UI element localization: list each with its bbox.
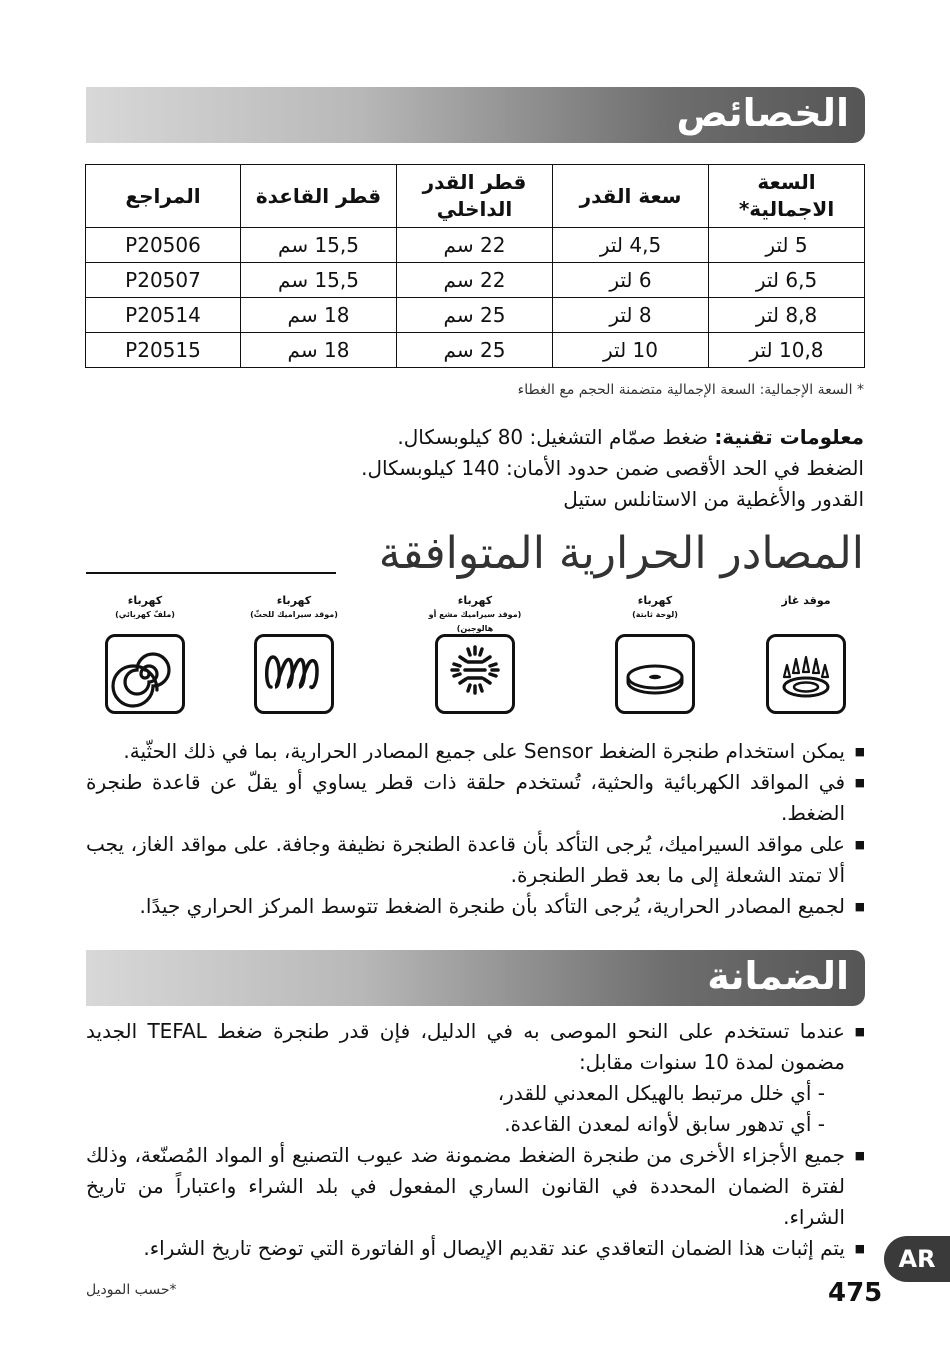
list-item: ■ لجميع المصادر الحرارية، يُرجى التأكد بأن طنجرة الضغط تتوسط المركز الحراري جيدًا.	[86, 891, 865, 922]
cell-inner-diameter: 22 سم	[397, 263, 553, 298]
specs-table	[85, 164, 865, 368]
language-badge: AR	[884, 1236, 950, 1282]
warranty-text	[86, 1016, 865, 1264]
warranty-header-band	[86, 950, 865, 1006]
table-row	[86, 263, 865, 298]
cell-total-capacity: 6,5 لتر	[709, 263, 865, 298]
tech-info-line-1	[397, 425, 864, 449]
cell-base-diameter: 18 سم	[241, 298, 397, 333]
warranty-title: الضمانة	[707, 954, 849, 998]
cell-pot-capacity: 8 لتر	[553, 298, 709, 333]
cell-base-diameter: 15,5 سم	[241, 263, 397, 298]
header-pot-capacity: سعة القدر	[553, 165, 709, 228]
radiant-halogen-icon	[435, 634, 515, 714]
list-item: - أي خلل مرتبط بالهيكل المعدني للقدر،	[497, 1081, 825, 1105]
cell-inner-diameter: 25 سم	[397, 333, 553, 368]
list-item: ■ على مواقد السيراميك، يُرجى التأكد بأن قاعدة الطنجرة نظيفة وجافة. على مواقد الغاز، يجب ألا تمتد الشعلة إلى ما بعد قطر الطنجرة.	[86, 829, 865, 891]
table-row	[86, 333, 865, 368]
cell-inner-diameter: 22 سم	[397, 228, 553, 263]
tech-info-line-3: القدور والأغطية من الاستانلس ستيل	[563, 487, 864, 511]
list-item: - أي تدهور سابق لأوانه لمعدن القاعدة.	[504, 1112, 825, 1136]
cell-reference: P20515	[86, 333, 241, 368]
heat-sources-bullets	[86, 736, 865, 922]
heat-source-electric-coil	[80, 594, 210, 714]
heat-source-label: كهرباء (ملفّ كهربائي)	[115, 594, 175, 619]
heat-source-electric-plate	[590, 594, 720, 714]
induction-icon	[254, 634, 334, 714]
header-total-capacity: السعة الاجمالية*	[709, 165, 865, 228]
tech-info-label: معلومات تقنية:	[714, 425, 864, 449]
heat-source-label: كهرباء (لوحة ثابتة)	[632, 594, 678, 619]
list-item: ■ في المواقد الكهربائية والحثية، تُستخدم حلقة ذات قطر يساوي أو يقلّ عن قاعدة طنجرة الضغط.	[86, 767, 865, 829]
heat-source-label: موقد غاز	[781, 594, 831, 607]
cell-reference: P20514	[86, 298, 241, 333]
cell-reference: P20507	[86, 263, 241, 298]
cell-reference: P20506	[86, 228, 241, 263]
cell-total-capacity: 5 لتر	[709, 228, 865, 263]
specs-title: الخصائص	[676, 91, 849, 135]
cell-pot-capacity: 4,5 لتر	[553, 228, 709, 263]
list-item: ■ جميع الأجزاء الأخرى من طنجرة الضغط مضمونة ضد عيوب التصنيع أو المواد المُصنّعة، وذلك لفترة الضمان المحددة في القانون الساري المفعول في بلد الشراء واعتباراً من تاريخ الشراء.	[86, 1140, 865, 1233]
header-inner-diameter: قطر القدر الداخلي	[397, 165, 553, 228]
gas-burner-icon	[766, 634, 846, 714]
heat-source-label: كهرباء (موقد سيراميك للحثّ)	[250, 594, 338, 619]
heat-sources-title: المصادر الحرارية المتوافقة	[378, 528, 864, 579]
electric-coil-icon	[105, 634, 185, 714]
cell-base-diameter: 18 سم	[241, 333, 397, 368]
cell-pot-capacity: 6 لتر	[553, 263, 709, 298]
table-header-row	[86, 165, 865, 228]
table-row	[86, 298, 865, 333]
heat-source-radiant-halogen	[410, 594, 540, 714]
list-item: ■ عندما تستخدم على النحو الموصى به في الدليل، فإن قدر طنجرة ضغط TEFAL الجديد مضمون لمدة 10 سنوات مقابل:	[86, 1016, 865, 1078]
heat-source-gas	[741, 594, 871, 714]
table-footnote: * السعة الإجمالية: السعة الإجمالية متضمنة الحجم مع الغطاء	[517, 382, 864, 398]
header-reference: المراجع	[86, 165, 241, 228]
cell-pot-capacity: 10 لتر	[553, 333, 709, 368]
table-row	[86, 228, 865, 263]
cell-total-capacity: 10,8 لتر	[709, 333, 865, 368]
heat-sources-divider	[86, 572, 336, 574]
cell-inner-diameter: 25 سم	[397, 298, 553, 333]
specs-header-band	[86, 87, 865, 143]
electric-plate-icon	[615, 634, 695, 714]
page-number: 475	[828, 1278, 883, 1308]
tech-info-valve-pressure: ضغط صمّام التشغيل: 80 كيلوبسكال.	[397, 425, 708, 449]
cell-total-capacity: 8,8 لتر	[709, 298, 865, 333]
heat-source-label: كهرباء (موقد سيراميك مشع أو هالوجين)	[428, 594, 522, 633]
header-base-diameter: قطر القاعدة	[241, 165, 397, 228]
heat-source-induction	[229, 594, 359, 714]
list-item: ■ يتم إثبات هذا الضمان التعاقدي عند تقديم الإيصال أو الفاتورة التي توضح تاريخ الشراء.	[86, 1233, 865, 1264]
cell-base-diameter: 15,5 سم	[241, 228, 397, 263]
model-footnote: *حسب الموديل	[86, 1282, 177, 1298]
list-item: ■ يمكن استخدام طنجرة الضغط Sensor على جميع المصادر الحرارية، بما في ذلك الحثّية.	[86, 736, 865, 767]
tech-info-line-2: الضغط في الحد الأقصى ضمن حدود الأمان: 140 كيلوبسكال.	[361, 456, 864, 480]
